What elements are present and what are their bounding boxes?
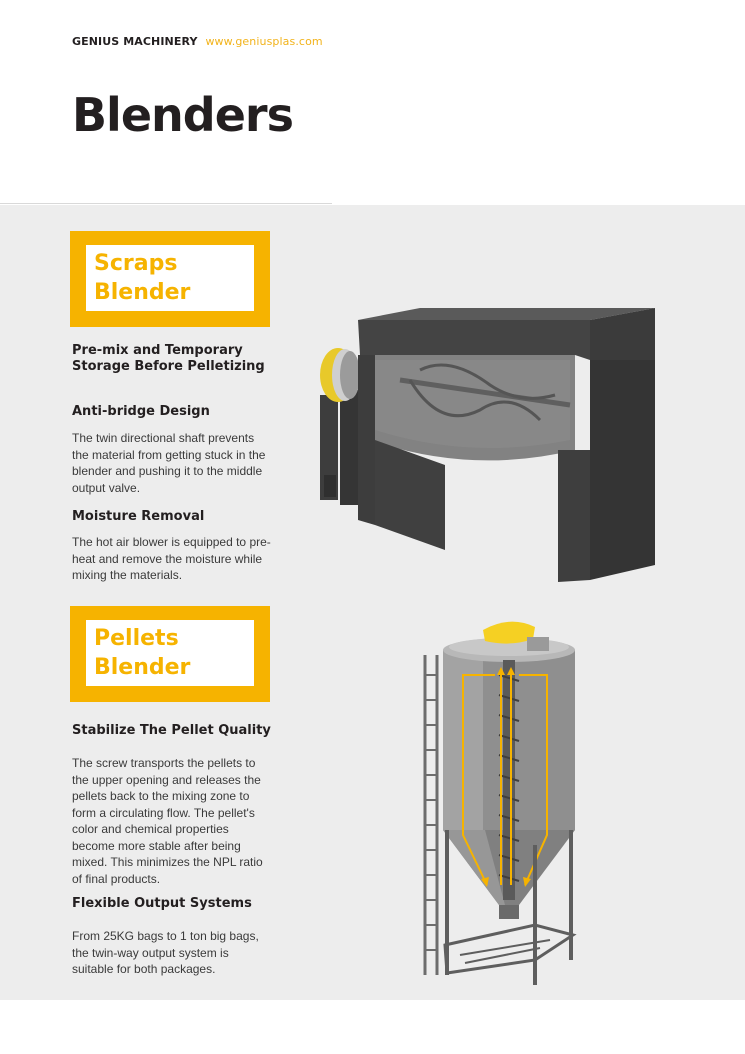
- scraps-badge-text: [94, 249, 190, 307]
- scraps-badge-inner: [86, 245, 254, 311]
- scraps-subtitle: [72, 343, 265, 375]
- scraps-subtitle-line2: Storage Before Pelletizing: [72, 359, 265, 374]
- scraps-subtitle-line1: Pre-mix and Temporary: [72, 343, 243, 358]
- pellets-feature1-title: Stabilize The Pellet Quality: [72, 723, 271, 738]
- page-header: [72, 35, 323, 48]
- pellets-feature2-text: From 25KG bags to 1 ton big bags, the twin-way output system is suitable for both packages.: [72, 929, 259, 976]
- scraps-feature1-text: The twin directional shaft prevents the material from getting stuck in the blender and pushing it to the middle output valve.: [72, 431, 266, 495]
- brand-name: GENIUS MACHINERY: [72, 35, 198, 48]
- scraps-blender-image: [300, 300, 670, 590]
- scraps-badge-line1: Scraps: [94, 251, 178, 276]
- pellets-badge-line1: Pellets: [94, 626, 179, 651]
- pellets-badge: [70, 606, 270, 702]
- scraps-feature2-title: Moisture Removal: [72, 509, 205, 524]
- scraps-badge: [70, 231, 270, 327]
- divider: [0, 203, 332, 204]
- pellets-badge-text: [94, 624, 190, 682]
- pellets-blender-image: [415, 615, 595, 990]
- scraps-badge-line2: Blender: [94, 280, 191, 305]
- page-title: Blenders: [72, 88, 293, 142]
- website-link[interactable]: www.geniusplas.com: [205, 35, 323, 48]
- pellets-feature1-text: The screw transports the pellets to the upper opening and releases the pellets back to the mixing zone to form a circulating flow. The pellet's color and chemical properties become more stable after being mixed. This minimizes the NPL ratio of final products.: [72, 756, 263, 886]
- scraps-feature1-title: Anti-bridge Design: [72, 404, 210, 419]
- pellets-badge-line2: Blender: [94, 655, 191, 680]
- pellets-badge-inner: [86, 620, 254, 686]
- pellets-feature2-title: Flexible Output Systems: [72, 896, 252, 911]
- scraps-feature2-text: The hot air blower is equipped to pre-heat and remove the moisture while mixing the materials.: [72, 535, 271, 582]
